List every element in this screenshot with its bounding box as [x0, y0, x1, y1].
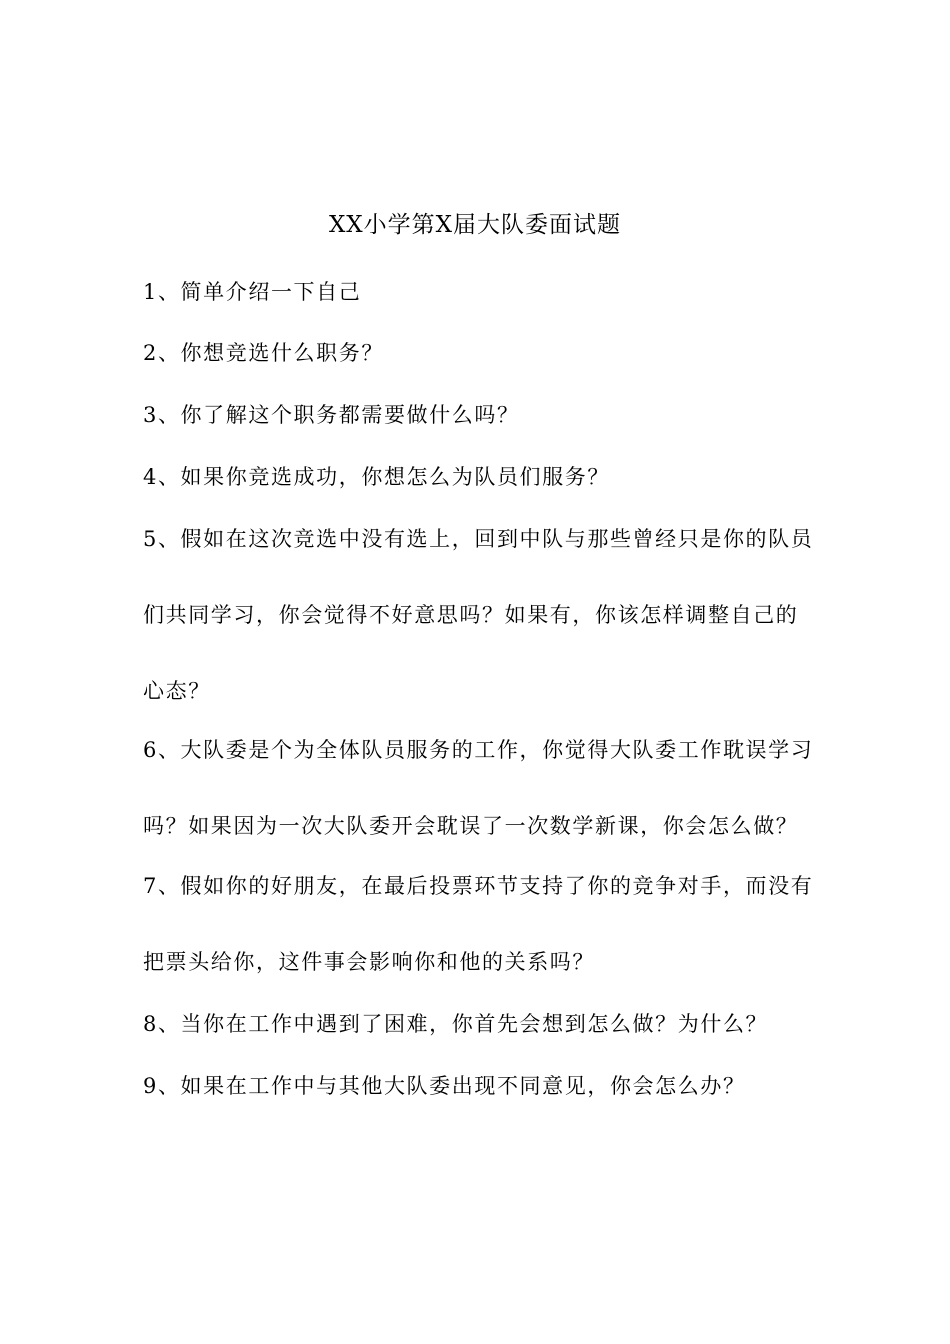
question-line: 5、假如在这次竞选中没有选上，回到中队与那些曾经只是你的队员: [143, 527, 814, 551]
question-line: 9、如果在工作中与其他大队委出现不同意见，你会怎么办？: [143, 1074, 746, 1098]
question-line: 2、你想竞选什么职务？: [143, 341, 384, 365]
question-line: 4、如果你竞选成功，你想怎么为队员们服务？: [143, 465, 610, 489]
question-line: 8、当你在工作中遇到了困难，你首先会想到怎么做？为什么？: [143, 1012, 769, 1036]
document-title: XX小学第X届大队委面试题: [328, 212, 622, 238]
question-line: 吗？如果因为一次大队委开会耽误了一次数学新课，你会怎么做？: [143, 814, 799, 838]
question-line: 1、简单介绍一下自己: [143, 280, 362, 304]
question-line: 3、你了解这个职务都需要做什么吗？: [143, 403, 520, 427]
question-line: 们共同学习，你会觉得不好意思吗？如果有，你该怎样调整自己的: [143, 603, 799, 627]
question-line: 7、假如你的好朋友，在最后投票环节支持了你的竞争对手，而没有: [143, 874, 814, 898]
question-line: 心态？: [143, 679, 211, 703]
question-line: 6、大队委是个为全体队员服务的工作，你觉得大队委工作耽误学习: [143, 738, 814, 762]
question-line: 把票头给你，这件事会影响你和他的关系吗？: [143, 950, 595, 974]
